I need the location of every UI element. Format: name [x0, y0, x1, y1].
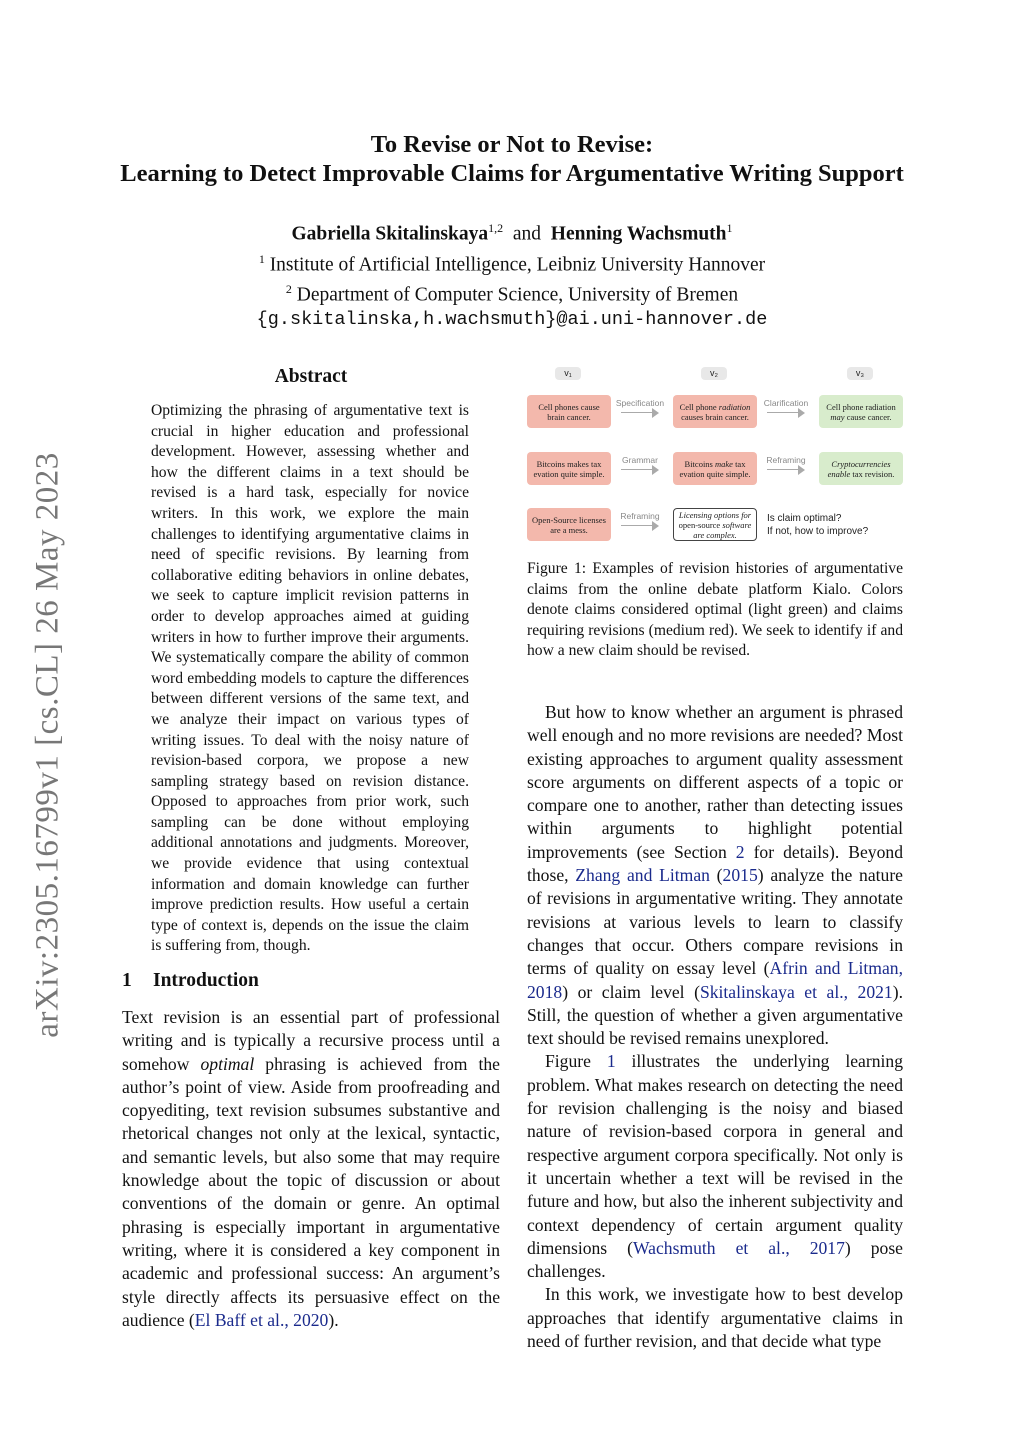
- author-and: and: [512, 223, 542, 245]
- claim-box-optimal: Cryptocurrencies enable tax revision.: [819, 452, 903, 485]
- revision-type-label: Reframing: [766, 455, 806, 465]
- arrow-icon: [621, 465, 659, 475]
- affiliation-1: $^1$ Institute of Artificial Intelligence, Leibniz University Hannover: [258, 251, 766, 275]
- claim-box: Open-Source licenses are a mess.: [527, 508, 611, 541]
- section-heading-introduction: [122, 970, 259, 992]
- right-column-body: [527, 701, 903, 1353]
- citation-link[interactable]: Zhang and Litman: [575, 865, 710, 886]
- author-line: [0, 216, 1024, 247]
- citation-link[interactable]: El Baff et al., 2020: [194, 1309, 329, 1330]
- author-2: Henning Wachsmuth: [550, 223, 727, 245]
- section-ref-link[interactable]: 2: [735, 841, 745, 862]
- claim-box: Cell phone radiation causes brain cancer.: [673, 395, 757, 428]
- claim-box: Cell phones cause brain cancer.: [527, 395, 611, 428]
- revision-type-label: Grammar: [622, 455, 658, 465]
- title-line-1: To Revise or Not to Revise:: [370, 131, 654, 158]
- section-title: Introduction: [153, 970, 259, 991]
- author-1-affil: 1,2: [488, 221, 504, 235]
- figure-ref-link[interactable]: 1: [606, 1051, 616, 1072]
- paragraph: In this work, we investigate how to best develop approaches that identify argumentative claims in need of further revision, and that decide what type: [527, 1284, 903, 1352]
- abstract-heading: Abstract: [274, 366, 348, 387]
- claim-box-optimal: Cell phone radiation may cause cancer.: [819, 395, 903, 428]
- arxiv-identifier: arXiv:2305.16799v1 [cs.CL] 26 May 2023: [29, 452, 66, 1038]
- paper-title: [0, 130, 1024, 188]
- paragraph: But how to know whether an argument is phrased well enough and no more revisions are needed? Most existing approaches to argument quality assessment score arguments on different aspects of a topic or compare one to another, rather than detecting issues within arguments to highlight potential improvements (see Section 2 for details). Beyond those, Zhang and Litman (2015) analyze the nature of revisions in argumentative writing. They annotate revisions at various levels to learn to classify changes that occur. Others compare revisions in terms of quality on essay level (Afrin and Litman, 2018) or claim level (Skitalinskaya et al., 2021). Still, the question of whether a given argumentative text should be revised remains unexplored.: [527, 702, 903, 1049]
- revision-type-label: Specification: [615, 398, 665, 408]
- revision-type-label: Clarification: [763, 398, 809, 408]
- arxiv-sidebar: [18, 440, 78, 1050]
- version-label-2: v₂: [701, 367, 727, 380]
- section-number: 1: [122, 970, 132, 991]
- arrow-icon: [767, 408, 805, 418]
- version-label-3: v₃: [847, 367, 873, 380]
- intro-paragraph: Text revision is an essential part of professional writing and is typically a recursive process until a somehow optimal phrasing is achieved from the author’s point of view. Aside from proofreading and copyediting, text revision subsumes substantive and rhetorical changes not only at the lexical, syntactic, and semantic levels, but also some that may require knowledge about the topic of discussion or about conventions of the domain or genre. An optimal phrasing is especially important in argumentative writing, where it is considered a key component in academic and professional success: An argument’s style directly affects its persuasive effect on the audience (El Baff et al., 2020).: [122, 1007, 500, 1330]
- figure-1: [527, 362, 903, 547]
- email-address[interactable]: {g.skitalinska,h.wachsmuth}@ai.uni-hannover.de: [256, 308, 768, 330]
- author-2-affil: 1: [726, 221, 733, 235]
- claim-box-new: Licensing options for open-source software are complex.: [673, 508, 757, 541]
- title-line-2: Learning to Detect Improvable Claims for Argumentative Writing Support: [120, 160, 904, 187]
- revision-type-label: Reframing: [620, 511, 660, 521]
- claim-box: Bitcoins make tax evation quite simple.: [673, 452, 757, 485]
- claim-box: Bitcoins makes tax evation quite simple.: [527, 452, 611, 485]
- citation-link[interactable]: Wachsmuth et al., 2017: [632, 1237, 845, 1258]
- arrow-icon: [621, 521, 659, 531]
- citation-link[interactable]: 2015: [722, 865, 758, 886]
- author-1: Gabriella Skitalinskaya: [291, 223, 489, 245]
- intro-body: [122, 1006, 500, 1332]
- paragraph: Figure 1 illustrates the underlying learning problem. What makes research on detecting the need for revision challenging is the noisy and biased nature of revision-based corpora in general and respective argument corpora specifically. Not only is it uncertain whether a text will be revised in the future and how, but also the inherent subjectivity and context dependency of certain argument quality dimensions (Wachsmuth et al., 2017) pose challenges.: [527, 1051, 903, 1282]
- author-block: [0, 216, 1024, 332]
- version-label-1: v₁: [555, 367, 581, 380]
- citation-link[interactable]: Skitalinskaya et al., 2021: [699, 981, 893, 1002]
- arrow-icon: [767, 465, 805, 475]
- citation-link[interactable]: Afrin and Litman, 2018: [527, 958, 903, 1002]
- abstract-text: Optimizing the phrasing of argumentative text is crucial in higher education and professional development. However, assessing whether and how the different claims in a text should be revised is a hard task, especially for novice writers. In this work, we explore the main challenges to identifying argumentative claims in need of specific revisions. By learning from collaborative editing behaviors in online debates, we seek to capture implicit revision patterns in order to develop approaches aimed at guiding writers in how to further improve their arguments. We systematically compare the ability of common word embedding models to capture the differences between different versions of the same text, and we analyze their impact on various types of writing issues. To deal with the noisy nature of revision-based corpora, we propose a new sampling strategy based on revision distance. Opposed to approaches from prior work, such sampling can be done without employing additional annotations and judgments. Moreover, we provide evidence that using contextual information and domain knowledge can further improve prediction results. How useful a certain type of context is, depends on the issue the claim is suffering from, though.: [151, 402, 469, 955]
- arrow-icon: [621, 408, 659, 418]
- figure-caption: Figure 1: Examples of revision histories of argumentative claims from the online debate platform Kialo. Colors denote claims considered optimal (light green) and claims requiring revisions (medium red). We seek to identify if and how a new claim should be revised.: [527, 560, 903, 660]
- affiliation-2: $^2$ Department of Computer Science, University of Bremen: [285, 282, 739, 306]
- figure-question: Is claim optimal? If not, how to improve?: [767, 513, 869, 537]
